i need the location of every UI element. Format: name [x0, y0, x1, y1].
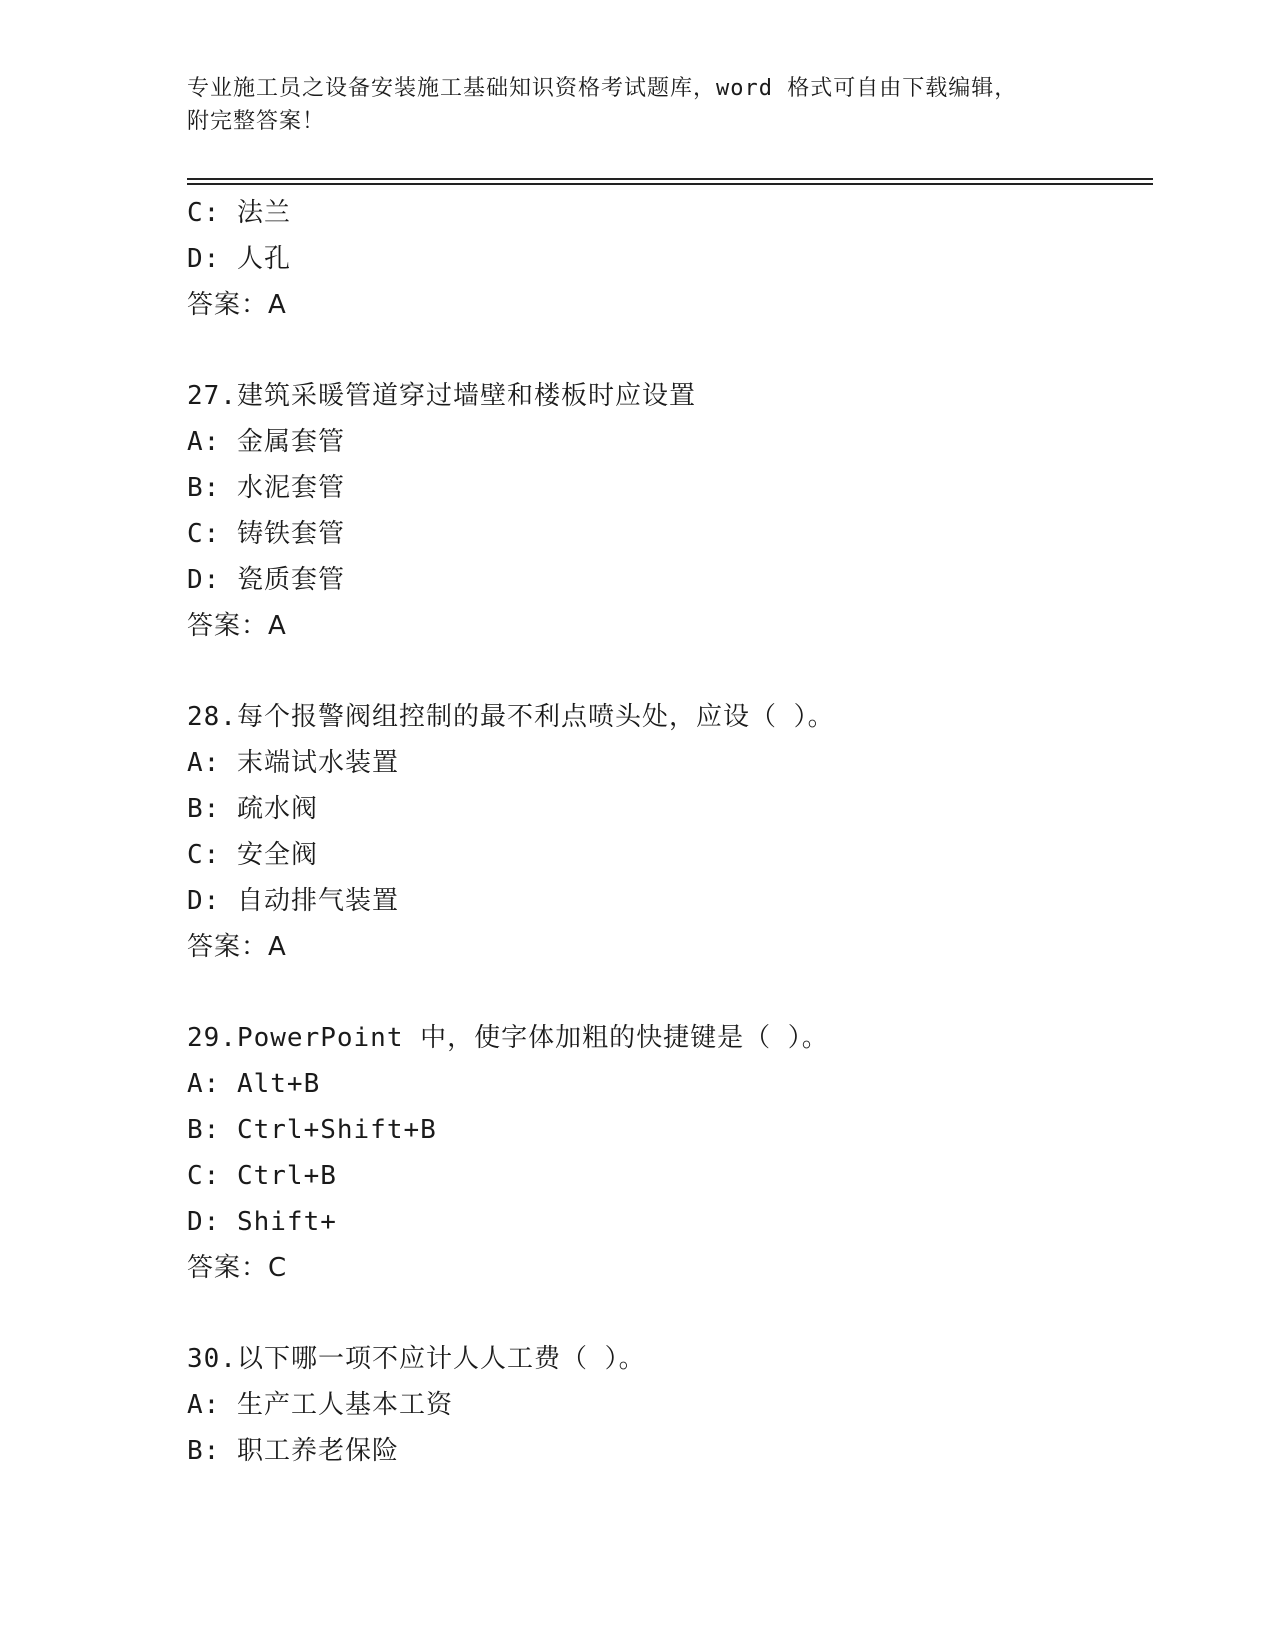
answer-line: 答案：A	[187, 611, 287, 641]
header-rule-top	[187, 178, 1153, 180]
question-27	[187, 373, 1153, 649]
question-partial	[187, 190, 1153, 328]
question-28	[187, 694, 1153, 970]
option-d: D: 瓷质套管	[187, 565, 345, 595]
question-29	[187, 1015, 1153, 1291]
answer-line: 答案：A	[187, 290, 287, 320]
question-stem: 28.每个报警阀组控制的最不利点喷头处，应设（ ）。	[187, 702, 835, 732]
option-b: B: Ctrl+Shift+B	[187, 1115, 437, 1145]
option-d: D: Shift+	[187, 1207, 337, 1237]
option-a: A: Alt+B	[187, 1069, 321, 1099]
option-b: B: 职工养老保险	[187, 1436, 399, 1466]
option-c: C: Ctrl+B	[187, 1161, 337, 1191]
header-rule-bottom	[187, 183, 1153, 185]
option-c: C: 铸铁套管	[187, 519, 345, 549]
option-d: D: 人孔	[187, 244, 291, 274]
document-header	[187, 72, 1087, 138]
option-a: A: 金属套管	[187, 427, 345, 457]
question-stem: 27.建筑采暖管道穿过墙壁和楼板时应设置	[187, 381, 696, 411]
answer-line: 答案：C	[187, 1253, 288, 1283]
option-d: D: 自动排气装置	[187, 886, 399, 916]
option-c: C: 法兰	[187, 198, 291, 228]
question-stem: 30.以下哪一项不应计人人工费（ ）。	[187, 1344, 646, 1374]
header-line-2: 附完整答案！	[187, 109, 326, 134]
option-b: B: 疏水阀	[187, 794, 318, 824]
option-b: B: 水泥套管	[187, 473, 345, 503]
answer-line: 答案：A	[187, 932, 287, 962]
question-stem: 29.PowerPoint 中，使字体加粗的快捷键是（ ）。	[187, 1023, 829, 1053]
question-list	[187, 190, 1153, 1474]
header-line-1: 专业施工员之设备安装施工基础知识资格考试题库，word 格式可自由下载编辑，	[187, 76, 1018, 101]
question-30	[187, 1336, 1153, 1474]
option-a: A: 末端试水装置	[187, 748, 399, 778]
option-c: C: 安全阀	[187, 840, 318, 870]
option-a: A: 生产工人基本工资	[187, 1390, 453, 1420]
